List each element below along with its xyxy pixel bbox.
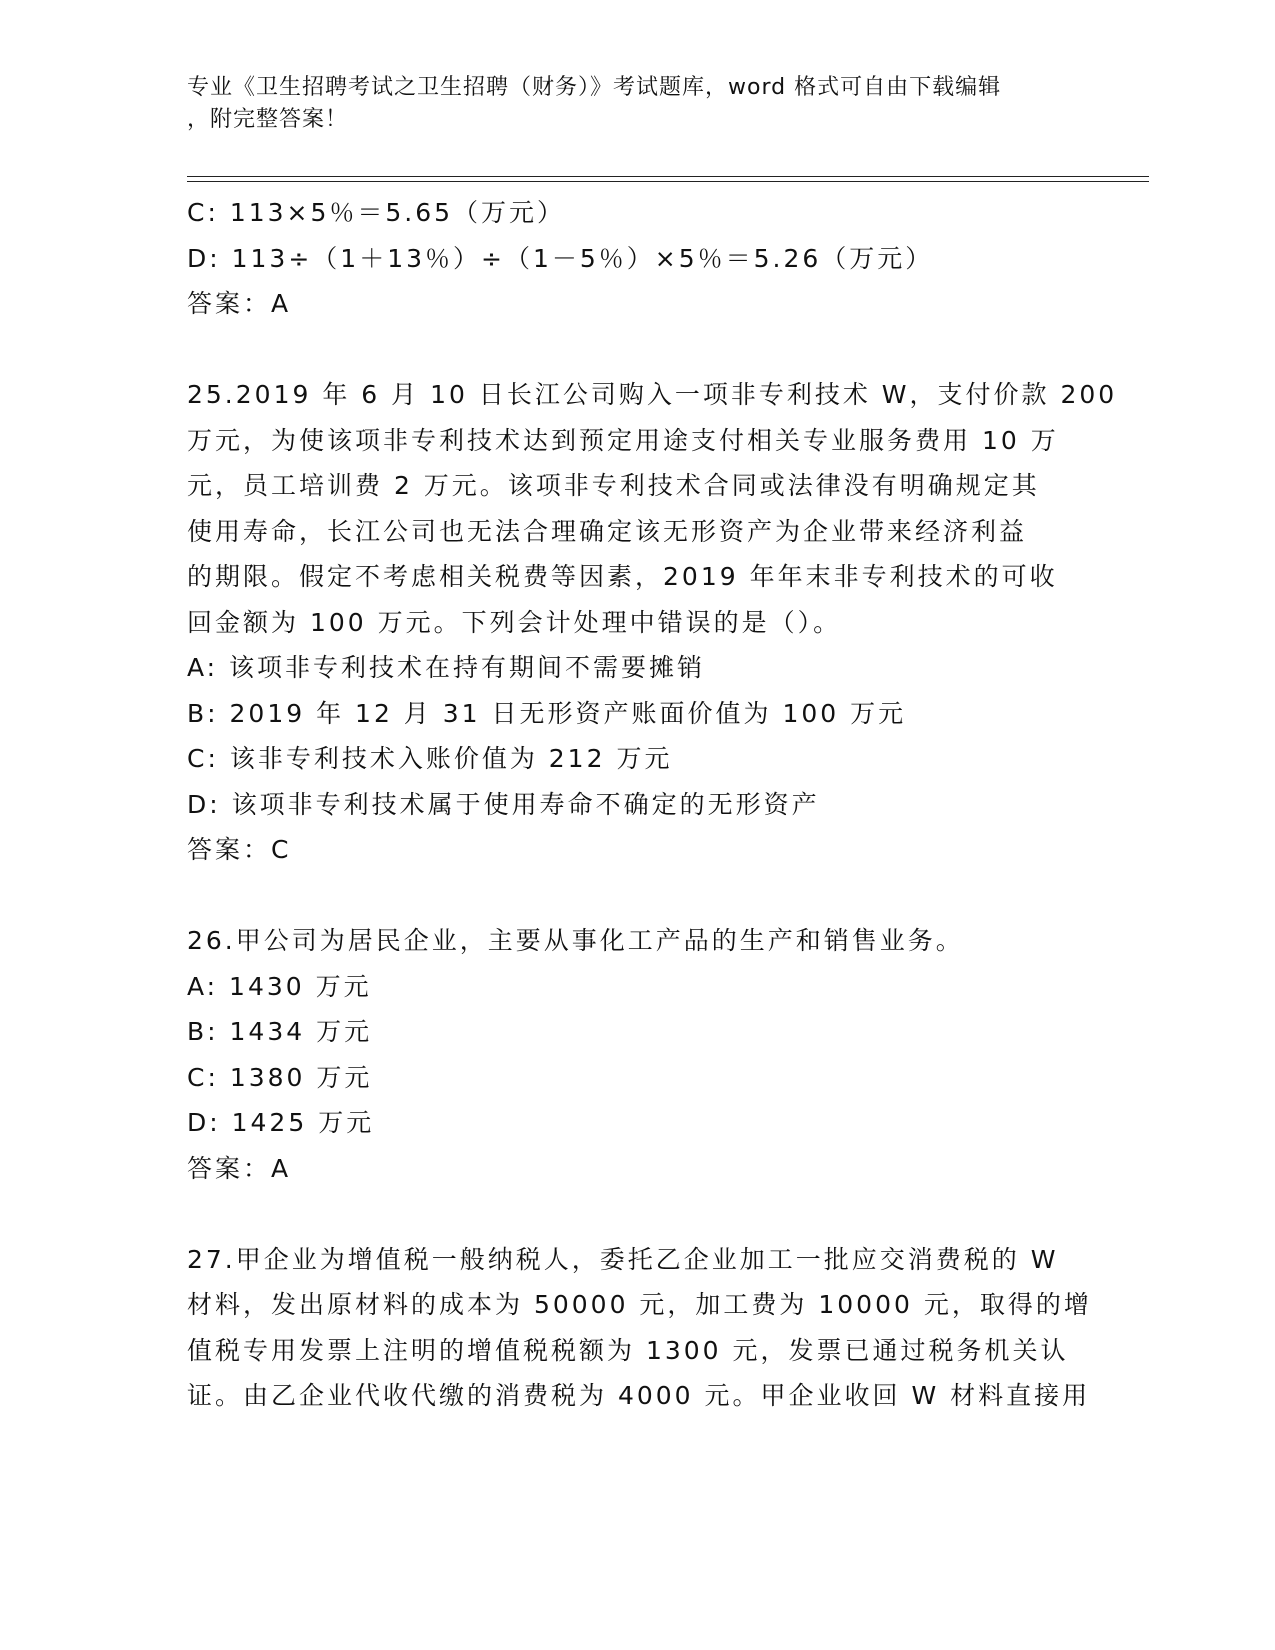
option-d: D: 该项非专利技术属于使用寿命不确定的无形资产 [187, 789, 820, 819]
question-stem-line: 材料，发出原材料的成本为 50000 元，加工费为 10000 元，取得的增 [187, 1290, 1092, 1319]
question-stem-line: 25.2019 年 6 月 10 日长江公司购入一项非专利技术 W，支付价款 200 [187, 380, 1118, 409]
question-stem-line: 回金额为 100 万元。下列会计处理中错误的是（）。 [187, 607, 842, 637]
header-line-2: ，附完整答案！ [187, 107, 349, 132]
option-a: A: 1430 万元 [187, 971, 372, 1001]
spacer [187, 873, 1087, 919]
answer: 答案：A [187, 1153, 292, 1183]
option-d: D: 113÷（1＋13％）÷（1－5％）×5％＝5.26（万元） [187, 243, 934, 273]
option-a: A: 该项非专利技术在持有期间不需要摊销 [187, 653, 706, 682]
question-stem-line: 26.甲公司为居民企业，主要从事化工产品的生产和销售业务。 [187, 926, 964, 955]
option-c: C: 该非专利技术入账价值为 212 万元 [187, 744, 673, 773]
question-content [187, 190, 1118, 1419]
header-divider-bottom [187, 181, 1149, 182]
question-stem-line: 27.甲企业为增值税一般纳税人，委托乙企业加工一批应交消费税的 W [187, 1244, 1059, 1274]
header-divider-top [187, 176, 1149, 177]
question-27 [187, 1237, 1092, 1419]
question-stem-line: 万元，为使该项非专利技术达到预定用途支付相关专业服务费用 10 万 [187, 425, 1059, 455]
spacer [187, 327, 1087, 373]
option-d: D: 1425 万元 [187, 1108, 375, 1137]
answer: 答案：A [187, 289, 292, 318]
question-stem-line: 值税专用发票上注明的增值税税额为 1300 元，发票已通过税务机关认 [187, 1335, 1069, 1365]
header-line-1: 专业《卫生招聘考试之卫生招聘（财务）》考试题库，word 格式可自由下载编辑 [187, 75, 1002, 100]
question-25 [187, 372, 1118, 873]
document-header [187, 72, 1067, 136]
answer: 答案：C [187, 835, 292, 864]
option-c: C: 113×5％＝5.65（万元） [187, 198, 566, 227]
question-stem-line: 元，员工培训费 2 万元。该项非专利技术合同或法律没有明确规定其 [187, 471, 1040, 500]
question-stem-line: 使用寿命，长江公司也无法合理确定该无形资产为企业带来经济利益 [187, 516, 1028, 546]
option-b: B: 1434 万元 [187, 1017, 373, 1046]
question-stem-line: 证。由乙企业代收代缴的消费税为 4000 元。甲企业收回 W 材料直接用 [187, 1381, 1091, 1410]
question-stem-line: 的期限。假定不考虑相关税费等因素，2019 年年末非专利技术的可收 [187, 562, 1058, 591]
question-26 [187, 918, 1087, 1191]
question-24 [187, 190, 1087, 327]
option-c: C: 1380 万元 [187, 1062, 373, 1092]
spacer [187, 1191, 1087, 1237]
option-b: B: 2019 年 12 月 31 日无形资产账面价值为 100 万元 [187, 698, 907, 728]
